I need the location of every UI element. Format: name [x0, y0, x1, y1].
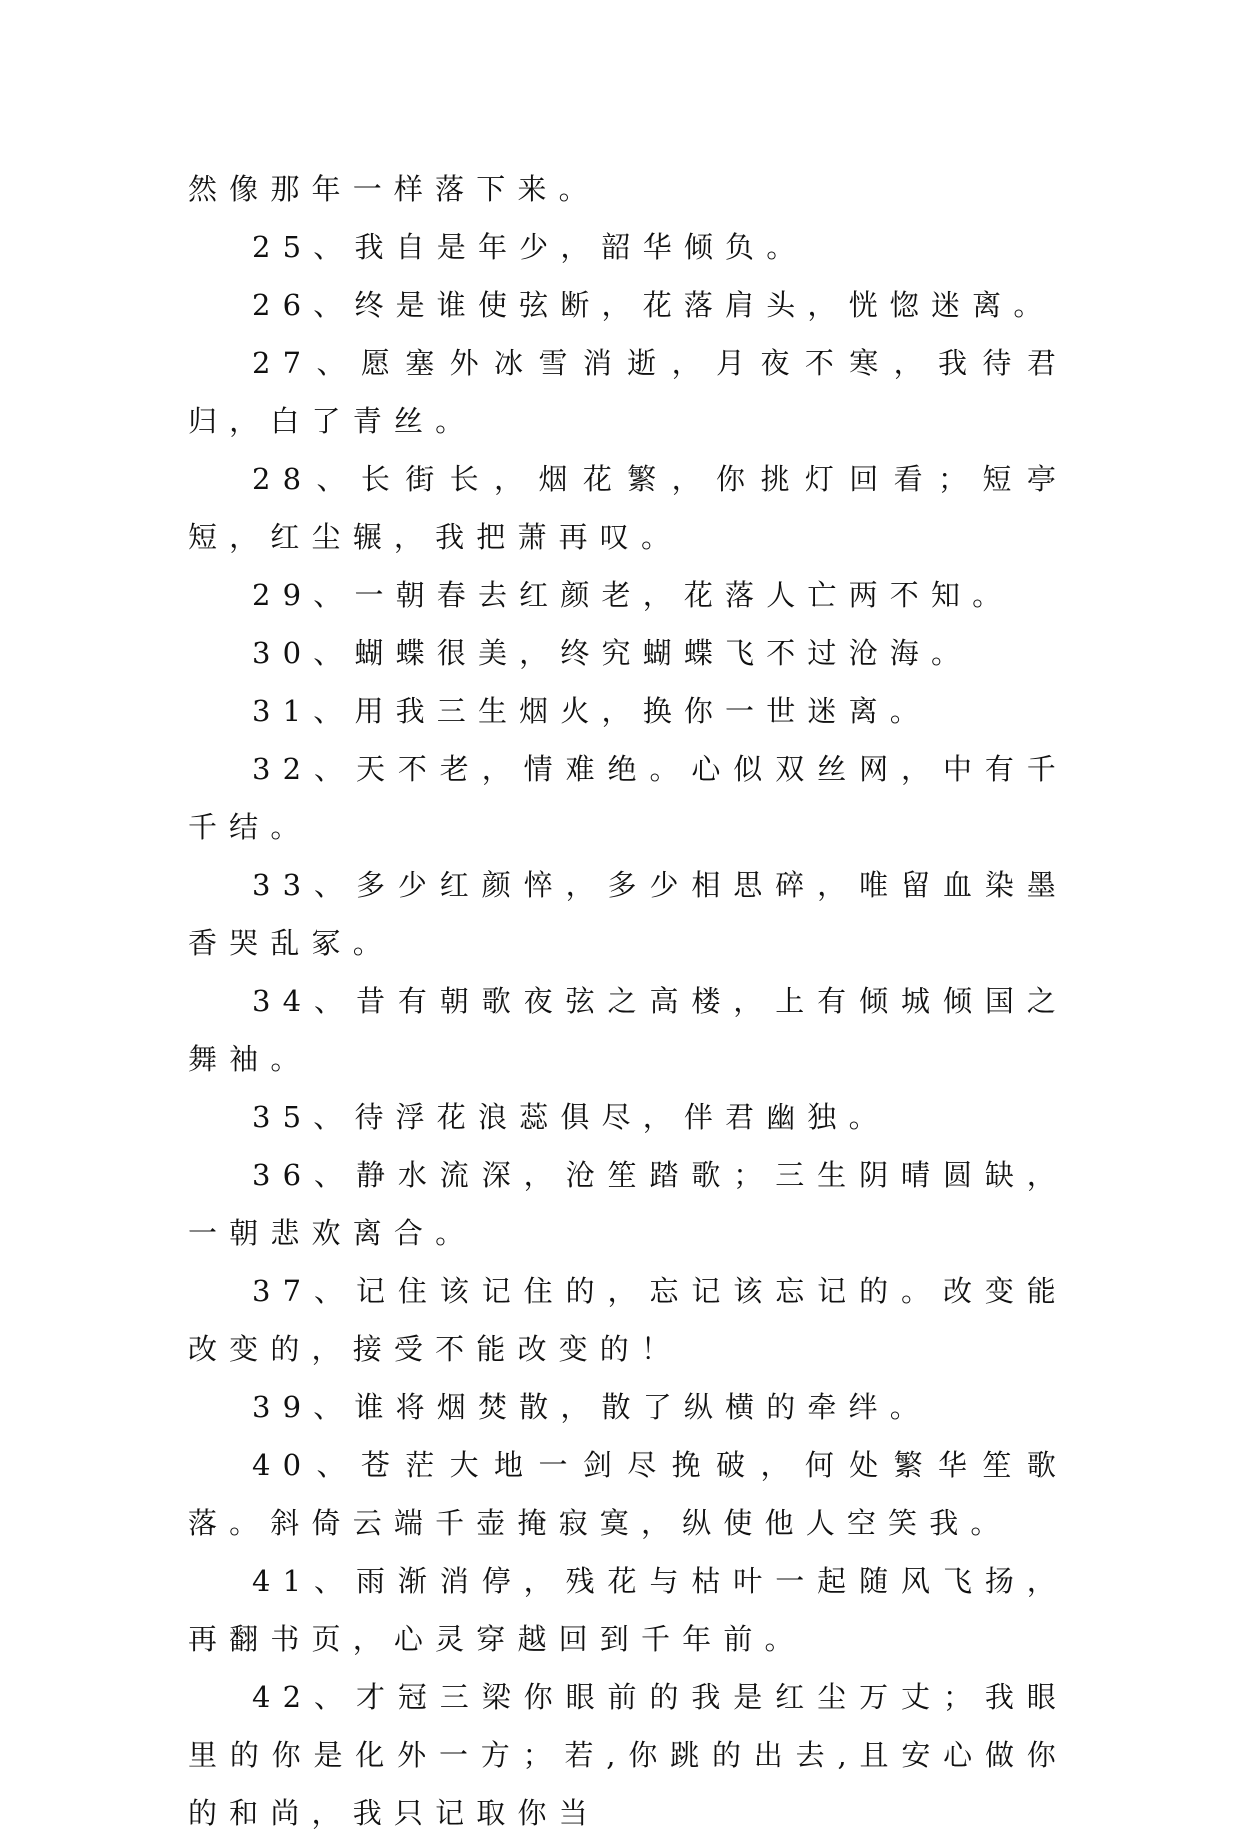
paragraph-32: 32、天不老，情难绝。心似双丝网，中有千千结。: [188, 752, 1068, 844]
paragraph-40: 40、苍茫大地一剑尽挽破，何处繁华笙歌落。斜倚云端千壶掩寂寞，纵使他人空笑我。: [188, 1448, 1068, 1540]
paragraph-29: 29、一朝春去红颜老，花落人亡两不知。: [252, 578, 1014, 612]
paragraph-36: 36、静水流深，沧笙踏歌；三生阴晴圆缺，一朝悲欢离合。: [188, 1158, 1068, 1250]
paragraph-0: 然像那年一样落下来。: [188, 172, 600, 206]
paragraph-35: 35、待浮花浪蕊俱尽，伴君幽独。: [252, 1100, 890, 1134]
paragraph-33: 33、多少红颜悴，多少相思碎，唯留血染墨香哭乱冢。: [188, 868, 1068, 960]
paragraph-41: 41、雨渐消停，残花与枯叶一起随风飞扬，再翻书页，心灵穿越回到千年前。: [188, 1564, 1068, 1656]
paragraph-30: 30、蝴蝶很美，终究蝴蝶飞不过沧海。: [252, 636, 973, 670]
paragraph-31: 31、用我三生烟火，换你一世迷离。: [252, 694, 931, 728]
paragraph-26: 26、终是谁使弦断，花落肩头，恍惚迷离。: [252, 288, 1055, 322]
paragraph-28: 28、长街长，烟花繁，你挑灯回看；短亭短，红尘辗，我把萧再叹。: [188, 462, 1068, 554]
paragraph-25: 25、我自是年少，韶华倾负。: [252, 230, 808, 264]
paragraph-39: 39、谁将烟焚散，散了纵横的牵绊。: [252, 1390, 931, 1424]
paragraph-42: 42、才冠三梁你眼前的我是红尘万丈；我眼里的你是化外一方；若,你跳的出去,且安心做你的和尚，我只记取你当: [188, 1680, 1068, 1830]
text-body: [188, 160, 1068, 1842]
paragraph-37: 37、记住该记住的，忘记该忘记的。改变能改变的，接受不能改变的！: [188, 1274, 1068, 1366]
paragraph-34: 34、昔有朝歌夜弦之高楼，上有倾城倾国之舞袖。: [188, 984, 1068, 1076]
paragraph-27: 27、愿塞外冰雪消逝，月夜不寒，我待君归，白了青丝。: [188, 346, 1068, 438]
